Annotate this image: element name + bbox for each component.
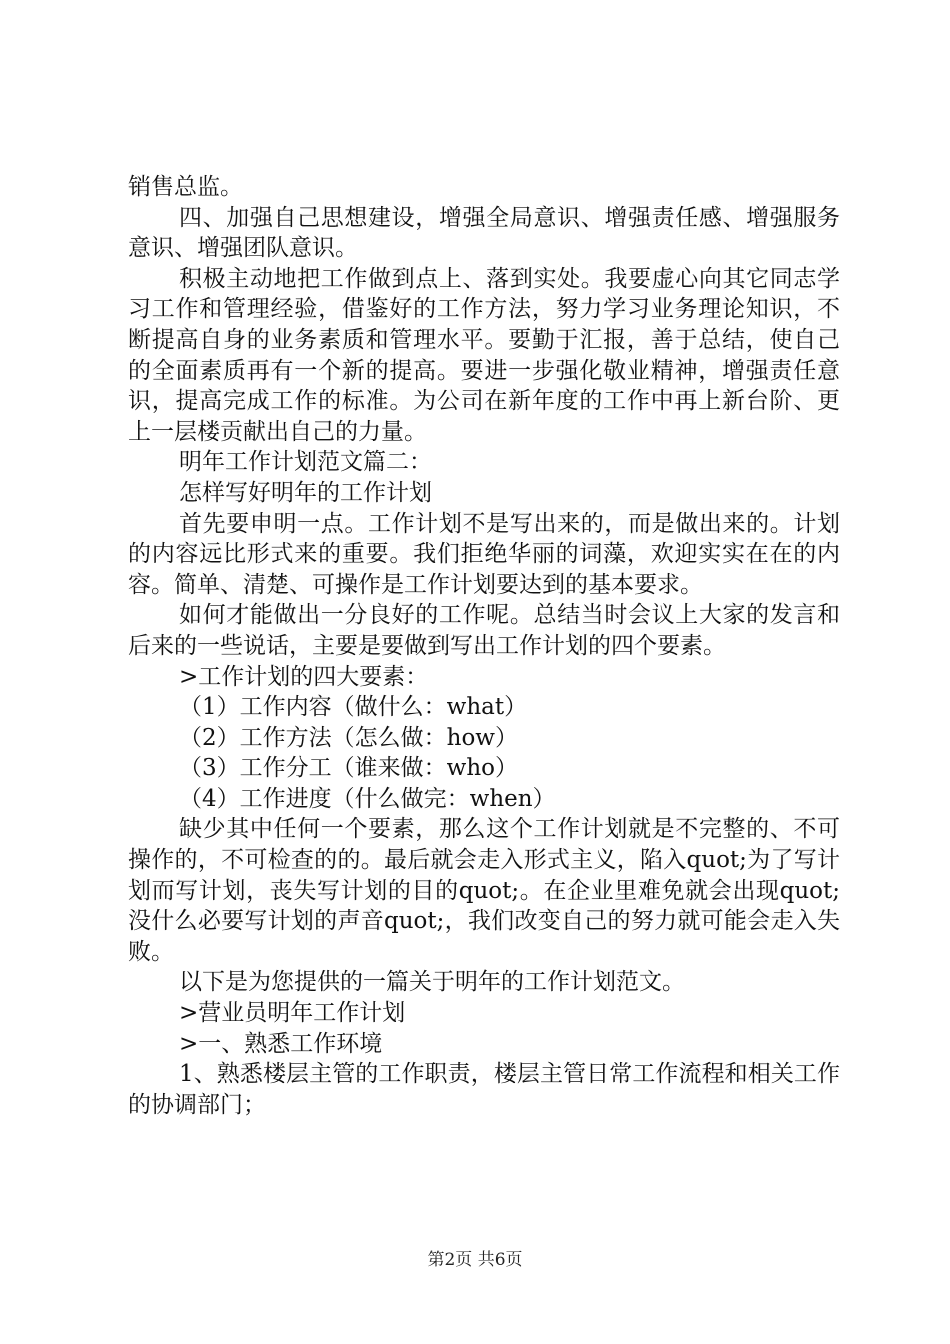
list-item-content: （1）工作内容（做什么：what） (179, 694, 528, 721)
paragraph-section-four: 四、加强自己思想建设，增强全局意识、增强责任感、增强服务意识、增强团队意识。 (128, 204, 840, 262)
paragraph-work-attitude: 积极主动地把工作做到点上、落到实处。我要虚心向其它同志学习工作和管理经验，借鉴好的工作方法，努力学习业务理论知识，不断提高自身的业务素质和管理水平。要勤于汇报，善于总结，使自己的全面素质再有一个新的提高。要进一步强化敬业精神，增强责任意识，提高完成工作的标准。为公司在新年度的工作中再上新台阶、更上一层楼贡献出自己的力量。 (128, 265, 840, 445)
paragraph-four-elements-heading: >工作计划的四大要素： (179, 663, 429, 690)
list-item-division: （3）工作分工（谁来做：who） (179, 755, 518, 782)
paragraph-clerk-plan-heading: >营业员明年工作计划 (179, 1000, 406, 1027)
page-number-footer: 第2页 共6页 (427, 1250, 523, 1270)
list-item-schedule: （4）工作进度（什么做完：when） (179, 785, 556, 812)
paragraph-environment-heading: >一、熟悉工作环境 (179, 1030, 383, 1057)
paragraph-sample-heading: 明年工作计划范文篇二： (179, 449, 432, 476)
list-item-method: （2）工作方法（怎么做：how） (179, 724, 518, 751)
paragraph-summary: 如何才能做出一分良好的工作呢。总结当时会议上大家的发言和后来的一些说话，主要是要做到写出工作计划的四个要素。 (128, 602, 840, 659)
paragraph-item-one: 1、熟悉楼层主管的工作职责，楼层主管日常工作流程和相关工作的协调部门； (128, 1061, 840, 1118)
document-body (128, 172, 840, 1120)
paragraph-missing-element: 缺少其中任何一个要素，那么这个工作计划就是不完整的、不可操作的，不可检查的的。最后就会走入形式主义，陷入quot;为了写计划而写计划，丧失写计划的目的quot;。在企业里难免就会出现quot;没什么必要写计划的声音quot;，我们改变自己的努力就可能会走入失败。 (128, 816, 840, 965)
paragraph-first-point: 首先要申明一点。工作计划不是写出来的，而是做出来的。计划的内容远比形式来的重要。我们拒绝华丽的词藻，欢迎实实在在的内容。简单、清楚、可操作是工作计划要达到的基本要求。 (128, 510, 840, 598)
paragraph-intro-sample: 以下是为您提供的一篇关于明年的工作计划范文。 (179, 969, 685, 996)
paragraph-continuation: 销售总监。 (128, 174, 243, 200)
paragraph-how-to-title: 怎样写好明年的工作计划 (179, 479, 432, 506)
